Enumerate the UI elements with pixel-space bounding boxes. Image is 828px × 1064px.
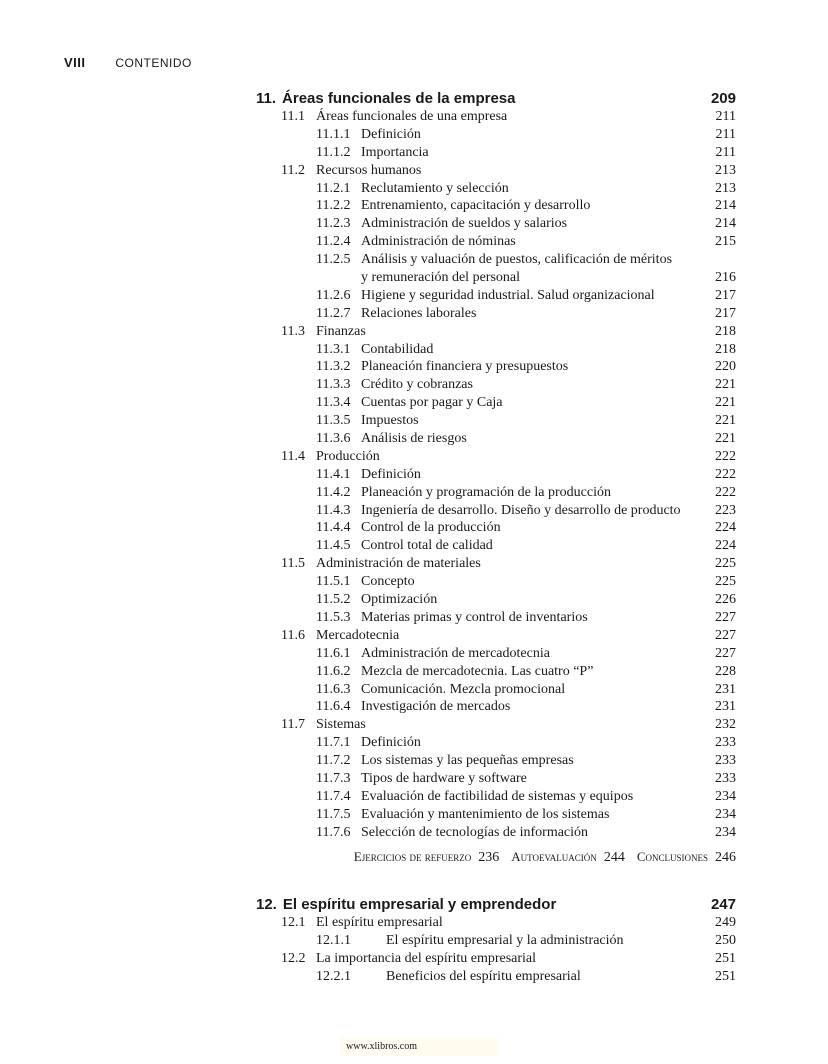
section-number: 12.2 xyxy=(281,950,306,966)
section-number: 11.4.3 xyxy=(316,502,351,518)
section-page: 228 xyxy=(715,663,736,679)
extra-page: 246 xyxy=(715,849,736,865)
section-title: y remuneración del personal xyxy=(361,270,520,286)
section-title: Definición xyxy=(361,126,421,142)
toc-entry[interactable] xyxy=(256,269,736,287)
section-page: 224 xyxy=(715,520,736,536)
section-page: 225 xyxy=(715,574,736,590)
section-number: 11.5 xyxy=(281,556,305,572)
section-page: 250 xyxy=(715,932,736,948)
section-number: 11.6 xyxy=(281,627,305,643)
section-number: 11.2.5 xyxy=(316,252,351,268)
section-page: 217 xyxy=(715,305,736,321)
section-title: Reclutamiento y selección xyxy=(361,180,509,196)
section-title: Finanzas xyxy=(316,323,366,339)
running-header xyxy=(64,55,192,70)
section-page: 221 xyxy=(715,377,736,393)
extra-label: Ejercicios de refuerzo xyxy=(353,848,472,864)
toc-entry[interactable] xyxy=(256,108,736,126)
section-title: Control de la producción xyxy=(361,520,501,536)
section-number: 12.1 xyxy=(281,915,306,930)
chapter-12 xyxy=(256,896,736,986)
section-title: Los sistemas y las pequeñas empresas xyxy=(361,753,574,769)
toc-entry[interactable] xyxy=(256,573,736,591)
section-page: 213 xyxy=(715,180,736,196)
section-number: 11.2.3 xyxy=(316,216,351,232)
section-page: 221 xyxy=(715,395,736,411)
section-page: 218 xyxy=(715,341,736,357)
section-number: 11.6.3 xyxy=(316,681,351,697)
toc-entry[interactable] xyxy=(256,162,736,180)
section-title: Relaciones laborales xyxy=(361,305,477,321)
toc-entry[interactable] xyxy=(256,376,736,394)
section-title: Producción xyxy=(316,448,380,464)
section-page: 251 xyxy=(715,950,736,966)
section-title: Recursos humanos xyxy=(316,162,422,178)
section-page: 217 xyxy=(715,287,736,303)
section-page: 226 xyxy=(715,592,736,608)
toc-entry[interactable] xyxy=(256,914,736,932)
section-number: 11.2.7 xyxy=(316,305,351,321)
toc-entry[interactable] xyxy=(256,824,736,842)
section-number: 11.5.3 xyxy=(316,609,351,625)
extra-label: Autoevaluación xyxy=(511,848,597,864)
toc-entry[interactable] xyxy=(256,358,736,376)
section-number: 11.5.1 xyxy=(316,574,351,590)
section-page: 218 xyxy=(715,323,736,339)
extra-entry[interactable] xyxy=(354,850,499,865)
section-page: 216 xyxy=(715,270,736,286)
toc-entry[interactable] xyxy=(256,197,736,215)
section-number: 11.3 xyxy=(281,323,305,339)
toc-entry[interactable] xyxy=(256,609,736,627)
extra-page: 236 xyxy=(478,849,500,865)
section-title: Contabilidad xyxy=(361,341,434,357)
extra-entry[interactable] xyxy=(637,850,736,865)
section-title: Evaluación de factibilidad de sistemas y equipos xyxy=(361,788,634,804)
section-number: 11.1.1 xyxy=(316,126,351,142)
section-title: Mercadotecnia xyxy=(316,627,400,643)
section-number: 11.4 xyxy=(281,448,305,464)
toc-entry[interactable] xyxy=(256,323,736,341)
chapter-11 xyxy=(256,90,736,866)
toc-entry[interactable] xyxy=(256,752,736,770)
section-page: 222 xyxy=(715,448,736,464)
section-number: 11.7.2 xyxy=(316,753,351,769)
section-number: 12.2.1 xyxy=(316,968,351,984)
section-title: Control total de calidad xyxy=(361,538,493,554)
chapter-extras xyxy=(256,848,736,866)
toc-entry[interactable] xyxy=(256,645,736,663)
section-title: Beneficios del espíritu empresarial xyxy=(386,968,581,984)
section-title: Administración de materiales xyxy=(316,556,481,572)
section-title: Administración de mercadotecnia xyxy=(361,645,550,661)
toc-entry[interactable] xyxy=(256,484,736,502)
section-title: Áreas funcionales de una empresa xyxy=(316,109,508,124)
section-number: 12.1.1 xyxy=(316,932,351,948)
extra-entry[interactable] xyxy=(511,850,625,865)
section-number: 11.2.4 xyxy=(316,234,351,250)
chapter-heading[interactable] xyxy=(256,90,736,108)
section-page: 234 xyxy=(715,806,736,822)
section-number: 11.2 xyxy=(281,162,305,178)
toc-entry[interactable] xyxy=(256,591,736,609)
header-title: CONTENIDO xyxy=(115,56,192,70)
section-title: Entrenamiento, capacitación y desarrollo xyxy=(361,198,591,214)
section-title: Materias primas y control de inventarios xyxy=(361,609,588,625)
section-number: 11.3.6 xyxy=(316,431,351,447)
section-page: 234 xyxy=(715,788,736,804)
section-number: 11.7.3 xyxy=(316,770,351,786)
section-page: 223 xyxy=(715,502,736,518)
section-page: 249 xyxy=(715,915,736,930)
section-number: 11.2.6 xyxy=(316,287,351,303)
section-number: 11.3.2 xyxy=(316,359,351,375)
extra-label: Conclusiones xyxy=(636,848,708,864)
chapter-page: 247 xyxy=(710,896,736,913)
section-title: Planeación y programación de la producción xyxy=(361,484,611,500)
toc-entry[interactable] xyxy=(256,770,736,788)
section-page: 211 xyxy=(715,126,736,142)
section-number: 11.4.1 xyxy=(316,466,351,482)
toc-entry[interactable] xyxy=(256,430,736,448)
section-number: 11.5.2 xyxy=(316,592,351,608)
section-number: 11.6.2 xyxy=(316,663,351,679)
toc-entry[interactable] xyxy=(256,341,736,359)
section-number: 11.4.5 xyxy=(316,538,351,554)
toc-entry[interactable] xyxy=(256,215,736,233)
toc-entry[interactable] xyxy=(256,698,736,716)
toc-entry[interactable] xyxy=(256,968,736,986)
section-page: 213 xyxy=(715,162,736,178)
section-page: 227 xyxy=(715,627,736,643)
toc-entry[interactable] xyxy=(256,466,736,484)
section-number: 11.3.5 xyxy=(316,413,351,429)
section-number: 11.6.4 xyxy=(316,699,351,715)
section-page: 233 xyxy=(715,753,736,769)
section-title: El espíritu empresarial xyxy=(316,915,443,930)
section-number: 11.7.6 xyxy=(316,824,351,840)
section-page: 233 xyxy=(715,735,736,751)
section-number: 11.7.1 xyxy=(316,735,351,751)
chapter-title: Áreas funcionales de la empresa xyxy=(282,90,516,107)
section-title: La importancia del espíritu empresarial xyxy=(316,950,537,966)
section-page: 231 xyxy=(715,681,736,697)
section-page: 211 xyxy=(715,144,736,160)
toc-entry[interactable] xyxy=(256,663,736,681)
section-title: Definición xyxy=(361,735,421,751)
toc-entry[interactable] xyxy=(256,502,736,520)
section-page: 220 xyxy=(715,359,736,375)
watermark: www.xlibros.com xyxy=(340,1038,498,1056)
toc-entry[interactable] xyxy=(256,144,736,162)
section-page: 234 xyxy=(715,824,736,840)
section-page: 233 xyxy=(715,770,736,786)
section-number: 11.7.5 xyxy=(316,806,351,822)
section-title: Investigación de mercados xyxy=(361,699,511,715)
toc-entry[interactable] xyxy=(256,305,736,323)
section-title: Crédito y cobranzas xyxy=(361,377,473,393)
section-number: 11.1 xyxy=(281,109,305,124)
section-title: Definición xyxy=(361,466,421,482)
section-number: 11.2.2 xyxy=(316,198,351,214)
toc-entry[interactable] xyxy=(256,412,736,430)
section-page: 215 xyxy=(715,234,736,250)
section-title: Análisis y valuación de puestos, calificación de méritos xyxy=(361,252,673,268)
section-page: 232 xyxy=(715,717,736,733)
section-title: Administración de sueldos y salarios xyxy=(361,216,568,232)
section-page: 231 xyxy=(715,699,736,715)
toc-entry[interactable] xyxy=(256,251,736,269)
section-title: Higiene y seguridad industrial. Salud organizacional xyxy=(361,287,655,303)
section-title: Administración de nóminas xyxy=(361,234,516,250)
section-title: Planeación financiera y presupuestos xyxy=(361,359,569,375)
section-page: 214 xyxy=(715,198,736,214)
toc-entry[interactable] xyxy=(256,394,736,412)
section-number: 11.4.4 xyxy=(316,520,351,536)
section-page: 211 xyxy=(715,109,736,124)
section-number: 11.2.1 xyxy=(316,180,351,196)
section-title: Evaluación y mantenimiento de los sistemas xyxy=(361,806,610,822)
section-page: 221 xyxy=(715,413,736,429)
toc-entry[interactable] xyxy=(256,537,736,555)
section-title: Impuestos xyxy=(361,413,419,429)
toc-entry[interactable] xyxy=(256,233,736,251)
section-number: 11.4.2 xyxy=(316,484,351,500)
toc-entry[interactable] xyxy=(256,448,736,466)
section-number: 11.3.4 xyxy=(316,395,351,411)
section-title: Optimización xyxy=(361,592,438,608)
section-number: 11.7 xyxy=(281,717,305,733)
section-title: Sistemas xyxy=(316,717,366,733)
chapter-title: El espíritu empresarial y emprendedor xyxy=(282,896,557,913)
section-page: 227 xyxy=(715,645,736,661)
section-number: 11.7.4 xyxy=(316,788,351,804)
section-title: El espíritu empresarial y la administración xyxy=(386,932,624,948)
toc-entry[interactable] xyxy=(256,806,736,824)
chapter-page: 209 xyxy=(710,90,736,107)
section-page: 221 xyxy=(715,431,736,447)
toc-entry[interactable] xyxy=(256,180,736,198)
section-number: 11.3.3 xyxy=(316,377,351,393)
section-page: 222 xyxy=(715,466,736,482)
toc-entry[interactable] xyxy=(256,950,736,968)
toc-entry[interactable] xyxy=(256,788,736,806)
section-page: 214 xyxy=(715,216,736,232)
section-title: Selección de tecnologías de información xyxy=(361,824,589,840)
toc-entry[interactable] xyxy=(256,932,736,950)
toc-entry[interactable] xyxy=(256,287,736,305)
toc-entry[interactable] xyxy=(256,734,736,752)
section-page: 225 xyxy=(715,556,736,572)
section-page: 251 xyxy=(715,968,736,984)
toc-entry[interactable] xyxy=(256,126,736,144)
toc-entry[interactable] xyxy=(256,681,736,699)
extra-page: 244 xyxy=(603,849,625,865)
chapter-number: 11. xyxy=(256,90,277,107)
section-title: Mezcla de mercadotecnia. Las cuatro “P” xyxy=(361,663,594,679)
section-page: 227 xyxy=(715,609,736,625)
section-page: 224 xyxy=(715,538,736,554)
chapter-heading[interactable] xyxy=(256,896,736,914)
section-number: 11.6.1 xyxy=(316,645,351,661)
section-title: Importancia xyxy=(361,144,429,160)
page-number: VIII xyxy=(64,55,86,70)
toc-entry[interactable] xyxy=(256,716,736,734)
section-title: Tipos de hardware y software xyxy=(361,770,527,786)
section-number: 11.3.1 xyxy=(316,341,351,357)
section-title: Concepto xyxy=(361,574,415,590)
section-page: 222 xyxy=(715,484,736,500)
section-title: Ingeniería de desarrollo. Diseño y desarrollo de producto xyxy=(361,502,681,518)
toc-entry[interactable] xyxy=(256,627,736,645)
toc-entry[interactable] xyxy=(256,519,736,537)
section-number: 11.1.2 xyxy=(316,144,351,160)
chapter-number: 12. xyxy=(256,896,277,913)
toc-entry[interactable] xyxy=(256,555,736,573)
section-title: Cuentas por pagar y Caja xyxy=(361,395,503,411)
section-title: Análisis de riesgos xyxy=(361,431,467,447)
section-title: Comunicación. Mezcla promocional xyxy=(361,681,566,697)
